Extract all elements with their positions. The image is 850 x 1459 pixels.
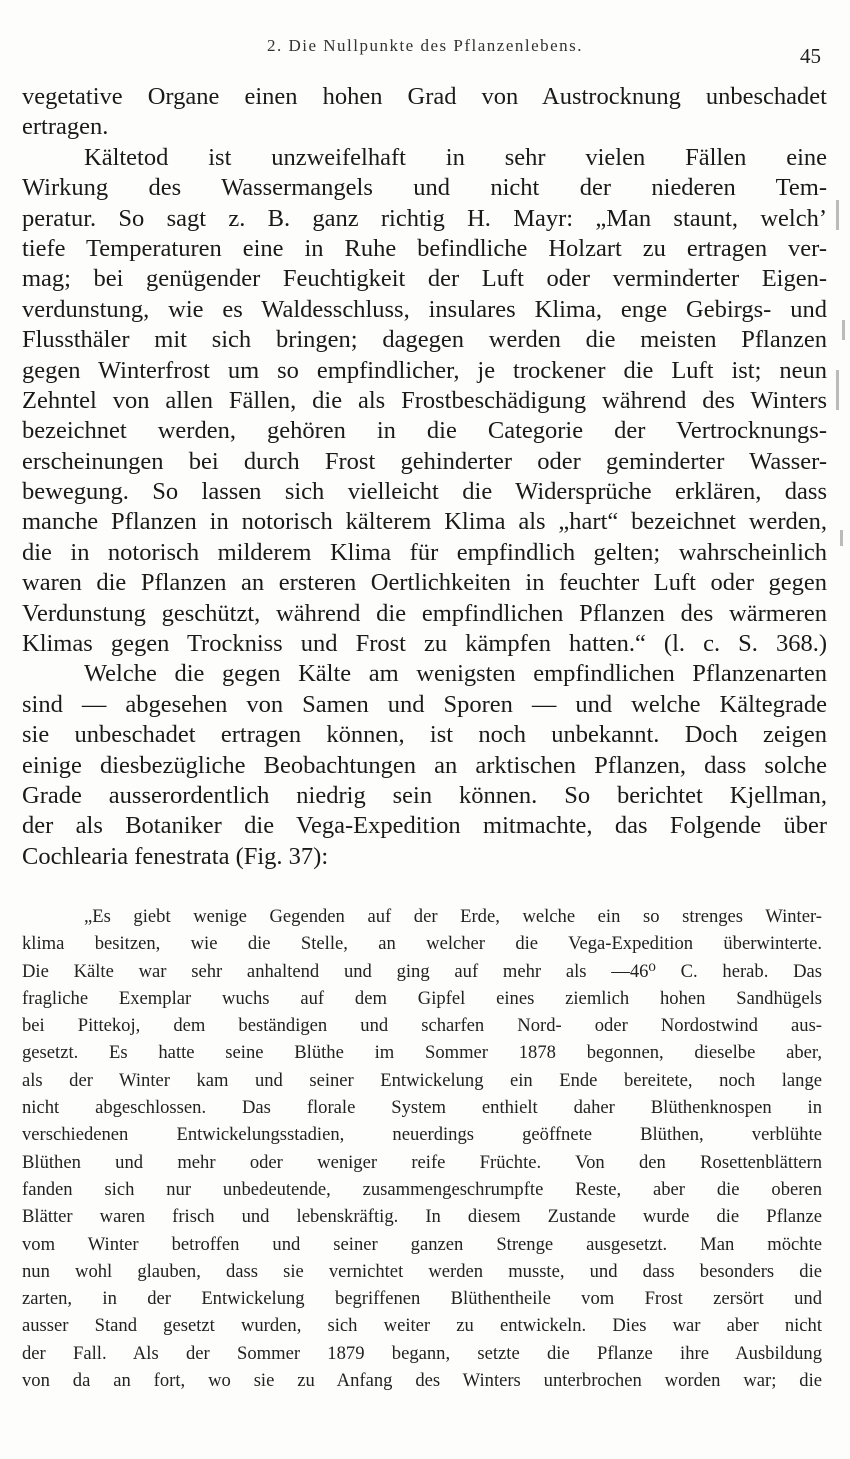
text-line: Grade ausserordentlich niedrig sein können. So berichtet Kjellman,	[22, 781, 827, 809]
text-line: Flussthäler mit sich bringen; dagegen werden die meisten Pflanzen	[22, 326, 827, 354]
quote-line: zarten, in der Entwickelung begriffenen Blüthentheile vom Frost zersört und	[22, 1288, 822, 1310]
text-line: Zehntel von allen Fällen, die als Frostbeschädigung während des Winters	[22, 386, 827, 414]
quote-line: Die Kälte war sehr anhaltend und ging auf mehr als —46⁰ C. herab. Das	[22, 960, 822, 982]
text-line: Wirkung des Wassermangels und nicht der niederen Tem-	[22, 174, 827, 202]
quote-line: als der Winter kam und seiner Entwickelung ein Ende bereitete, noch lange	[22, 1069, 822, 1091]
text-line: Klimas gegen Trockniss und Frost zu kämpfen hatten.“ (l. c. S. 368.)	[22, 630, 827, 658]
text-line: verdunstung, wie es Waldesschluss, insulares Klima, enge Gebirgs- und	[22, 295, 827, 323]
text-line: die in notorisch milderem Klima für empfindlich gelten; wahrscheinlich	[22, 538, 827, 566]
text-line: mag; bei genügender Feuchtigkeit der Luft oder verminderter Eigen-	[22, 265, 827, 293]
quote-line: nicht abgeschlossen. Das florale System enthielt daher Blüthenknospen in	[22, 1097, 822, 1119]
text-line: der als Botaniker die Vega-Expedition mitmachte, das Folgende über	[22, 812, 827, 840]
text-line: bezeichnet werden, gehören in die Categorie der Vertrocknungs-	[22, 417, 827, 445]
quote-line: gesetzt. Es hatte seine Blüthe im Sommer 1878 begonnen, dieselbe aber,	[22, 1042, 822, 1064]
block-quote	[22, 903, 822, 1394]
text-line: sind — abgesehen von Samen und Sporen — und welche Kältegrade	[22, 690, 827, 718]
text-line: manche Pflanzen in notorisch kälterem Klima als „hart“ bezeichnet werden,	[22, 508, 827, 536]
quote-line: der Fall. Als der Sommer 1879 begann, setzte die Pflanze ihre Ausbildung	[22, 1342, 822, 1364]
page-number: 45	[800, 44, 821, 68]
quote-line: klima besitzen, wie die Stelle, an welcher die Vega-Expedition überwinterte.	[22, 933, 822, 955]
quote-line: vom Winter betroffen und seiner ganzen Strenge ausgesetzt. Man möchte	[22, 1233, 822, 1255]
text-line: erscheinungen bei durch Frost gehinderter oder geminderter Wasser-	[22, 447, 827, 475]
text-line: tiefe Temperaturen eine in Ruhe befindliche Holzart zu ertragen ver-	[22, 234, 827, 262]
text-line: waren die Pflanzen an ersteren Oertlichkeiten in feuchter Luft oder gegen	[22, 569, 827, 597]
bleed-mark	[840, 530, 843, 546]
text-line: Verdunstung geschützt, während die empfindlichen Pflanzen des wärmeren	[22, 599, 827, 627]
main-text	[22, 82, 827, 872]
text-line: Welche die gegen Kälte am wenigsten empfindlichen Pflanzenarten	[84, 660, 827, 688]
quote-line: „Es giebt wenige Gegenden auf der Erde, welche ein so strenges Winter-	[84, 906, 822, 927]
quote-line: bei Pittekoj, dem beständigen und scharfen Nord- oder Nordostwind aus-	[22, 1015, 822, 1037]
running-head: 2. Die Nullpunkte des Pflanzenlebens.	[266, 36, 584, 55]
text-line: gegen Winterfrost um so empfindlicher, je trockener die Luft ist; neun	[22, 356, 827, 384]
quote-line: Blüthen und mehr oder weniger reife Früchte. Von den Rosettenblättern	[22, 1151, 822, 1173]
bleed-mark	[842, 320, 845, 340]
text-line: Cochlearia fenestrata (Fig. 37):	[22, 842, 329, 870]
margin-bleed-marks	[836, 200, 850, 600]
text-line: einige diesbezügliche Beobachtungen an arktischen Pflanzen, dass solche	[22, 751, 827, 779]
bleed-mark	[836, 200, 839, 230]
quote-line: verschiedenen Entwickelungsstadien, neuerdings geöffnete Blüthen, verblühte	[22, 1124, 822, 1146]
text-line: Kältetod ist unzweifelhaft in sehr vielen Fällen eine	[84, 143, 827, 171]
quote-line: Blätter waren frisch und lebenskräftig. In diesem Zustande wurde die Pflanze	[22, 1206, 822, 1228]
text-line: peratur. So sagt z. B. ganz richtig H. Mayr: „Man staunt, welch’	[22, 204, 827, 232]
quote-line: fanden sich nur unbedeutende, zusammengeschrumpfte Reste, aber die oberen	[22, 1178, 822, 1200]
text-line: sie unbeschadet ertragen können, ist noch unbekannt. Doch zeigen	[22, 721, 827, 749]
text-line: ertragen.	[22, 113, 109, 141]
text-line: vegetative Organe einen hohen Grad von Austrocknung unbeschadet	[22, 83, 827, 110]
quote-line: fragliche Exemplar wuchs auf dem Gipfel eines ziemlich hohen Sandhügels	[22, 987, 822, 1009]
quote-line: von da an fort, wo sie zu Anfang des Winters unterbrochen worden war; die	[22, 1370, 822, 1392]
text-line: bewegung. So lassen sich vielleicht die Widersprüche erklären, dass	[22, 478, 827, 506]
bleed-mark	[836, 370, 839, 410]
quote-line: nun wohl glauben, dass sie vernichtet werden musste, und dass besonders die	[22, 1260, 822, 1282]
quote-line: ausser Stand gesetzt wurden, sich weiter zu entwickeln. Dies war aber nicht	[22, 1315, 822, 1337]
